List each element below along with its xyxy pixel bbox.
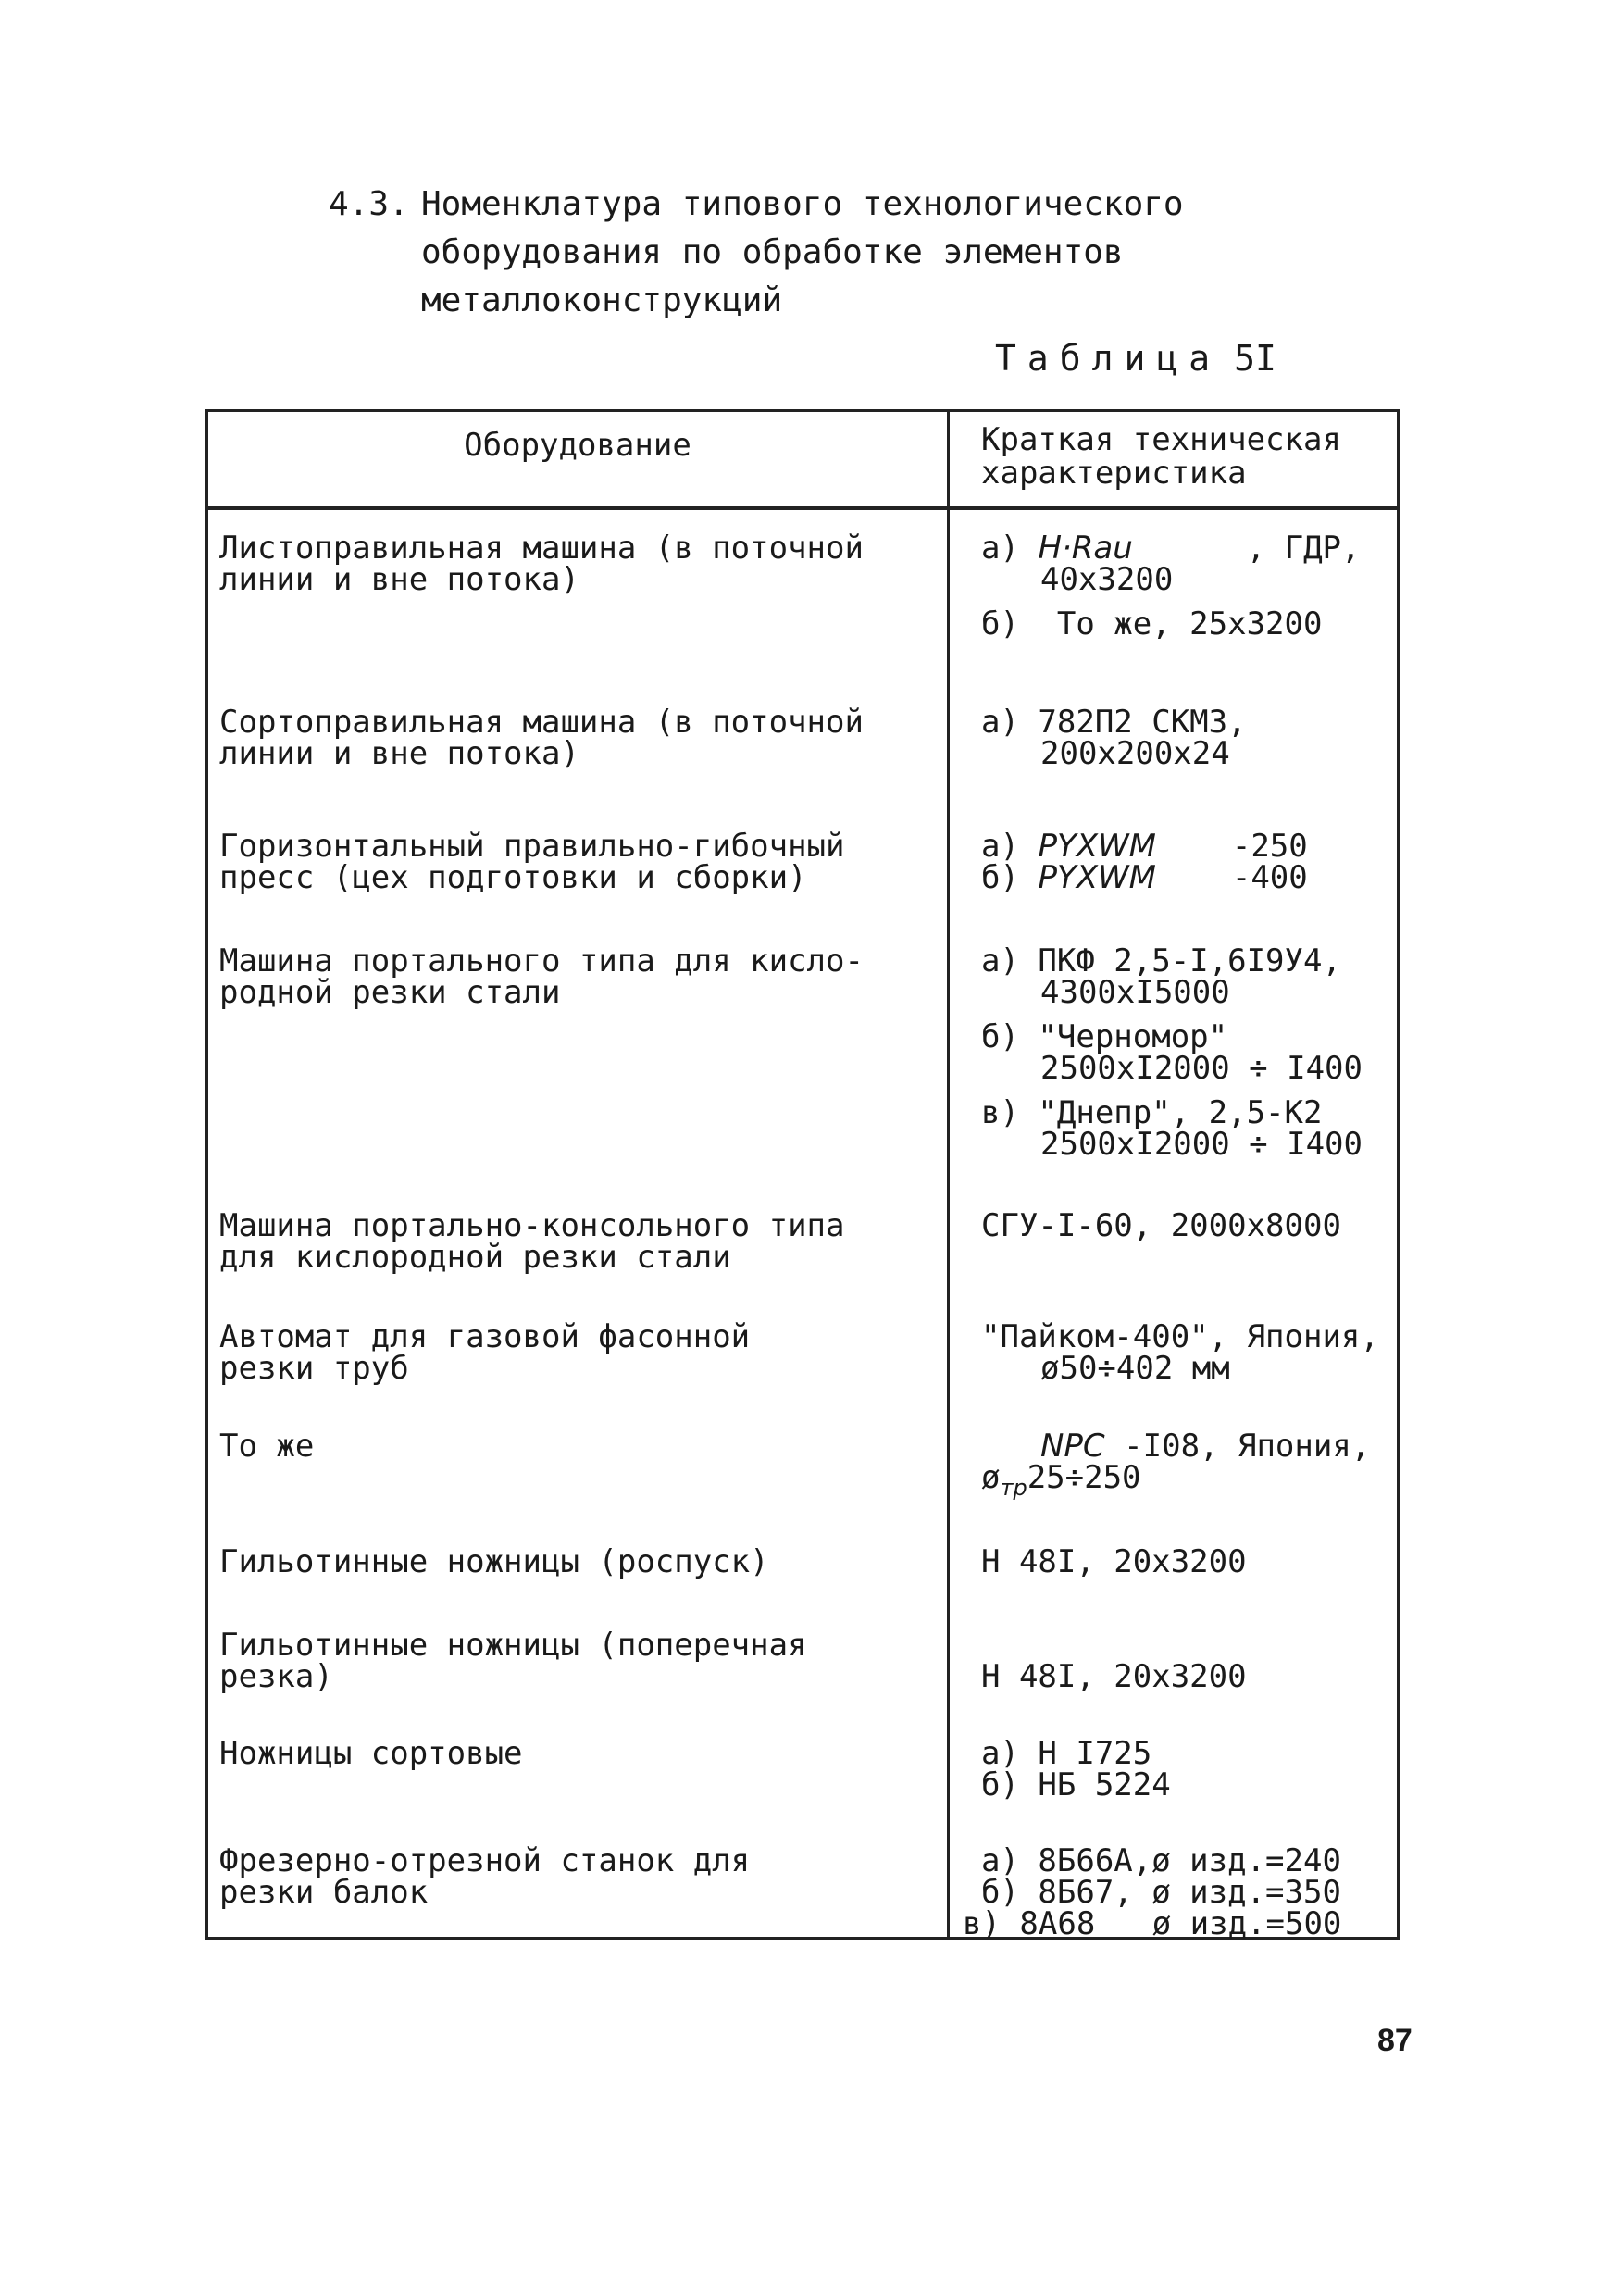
spec-text: б) То же, 25х3200	[981, 605, 1323, 643]
spec-text: в) "Днепр", 2,5-К2	[981, 1094, 1323, 1131]
spec-text: а) Н I725	[981, 1735, 1152, 1772]
spec-cell	[981, 530, 1388, 643]
equipment-line: Гильотинные ножницы (поперечная	[219, 1627, 807, 1664]
equipment-line: Машина портального типа для кисло-	[219, 942, 864, 980]
spec-cell	[981, 1543, 1388, 1580]
equipment-line: линии и вне потока)	[219, 735, 579, 772]
heading-line-3: металлоконструкций	[421, 281, 783, 319]
spec-text: а) 8Б66А,ø изд.=240	[981, 1842, 1341, 1879]
equipment-cell	[219, 1735, 923, 1772]
spec-cell	[981, 1207, 1388, 1244]
heading-line-1: Номенклатура типового технологического	[421, 185, 1184, 223]
spec-text: , ГДР,	[1246, 530, 1361, 567]
spec-text: 40х3200	[1040, 561, 1174, 598]
spec-text: 2500хI2000 ÷ I400	[1040, 1050, 1363, 1087]
equipment-cell	[219, 1627, 923, 1695]
equipment-line: резки труб	[219, 1350, 409, 1387]
spec-text: б) НБ 5224	[981, 1766, 1171, 1803]
equipment-line: Сортоправильная машина (в поточной	[219, 704, 864, 741]
page-number: 87	[1377, 2023, 1413, 2058]
table-label-word: Таблица	[995, 338, 1222, 379]
spec-cell	[981, 1318, 1388, 1387]
spec-text: 4300хI5000	[1040, 974, 1230, 1011]
equipment-line: родной резки стали	[219, 974, 561, 1011]
spec-cell	[981, 942, 1388, 1163]
spec-text: а)	[981, 828, 1019, 865]
spec-cell	[963, 1842, 1370, 1942]
spec-text: тр	[1000, 1474, 1027, 1501]
equipment-cell	[219, 530, 923, 598]
section-heading	[329, 181, 1184, 325]
spec-text: а) 782П2 СКМЗ,	[981, 704, 1247, 741]
spec-text: 25÷250	[1027, 1459, 1141, 1496]
equipment-line: линии и вне потока)	[219, 561, 579, 598]
equipment-line: резки балок	[219, 1874, 429, 1911]
heading-line-2: оборудования по обработке элементов	[421, 233, 1124, 271]
spec-cell	[981, 1735, 1388, 1803]
spec-text: в) 8А68 ø изд.=500	[963, 1905, 1342, 1942]
equipment-line: Ножницы сортовые	[219, 1735, 523, 1772]
equipment-line: резка)	[219, 1658, 333, 1695]
equipment-cell	[219, 942, 923, 1011]
equipment-cell	[219, 1207, 923, 1276]
equipment-line: Листоправильная машина (в поточной	[219, 530, 864, 567]
spec-text: PYXWM	[1038, 828, 1156, 865]
equipment-line: Автомат для газовой фасонной	[219, 1318, 751, 1355]
spec-cell	[981, 828, 1388, 896]
spec-cell	[981, 1658, 1388, 1695]
spec-text: б)	[981, 859, 1019, 896]
spec-text: Н 48I, 20х3200	[981, 1658, 1247, 1695]
column-divider	[947, 412, 950, 1937]
header-spec	[981, 423, 1341, 490]
spec-text: ø	[981, 1459, 1001, 1496]
spec-text: а)	[981, 530, 1019, 567]
equipment-line: пресс (цех подготовки и сборки)	[219, 859, 807, 896]
equipment-line: Машина портально-консольного типа	[219, 1207, 845, 1244]
spec-text: б) 8Б67, ø изд.=350	[981, 1874, 1341, 1911]
header-spec-line-2: характеристика	[981, 455, 1247, 492]
equipment-cell	[219, 1318, 923, 1387]
equipment-line: Горизонтальный правильно-гибочный	[219, 828, 845, 865]
spec-text: "Пайком-400", Япония,	[981, 1318, 1379, 1355]
table-label-number: 5I	[1234, 338, 1276, 379]
equipment-cell	[219, 1842, 923, 1911]
equipment-cell	[219, 704, 923, 772]
section-number: 4.3.	[329, 185, 409, 223]
spec-text: -I08, Япония,	[1124, 1428, 1371, 1465]
header-spec-line-1: Краткая техническая	[981, 421, 1341, 458]
equipment-line: Гильотинные ножницы (роспуск)	[219, 1543, 769, 1580]
spec-text: б) "Черномор"	[981, 1018, 1228, 1055]
equipment-line: для кислородной резки стали	[219, 1239, 731, 1276]
header-rule	[208, 506, 1397, 510]
table-label	[995, 338, 1276, 379]
spec-cell	[981, 704, 1388, 772]
spec-text: а) ПКФ 2,5-I,6I9У4,	[981, 942, 1341, 980]
spec-text: H·Rau	[1038, 530, 1133, 567]
spec-text: СГУ-I-60, 2000х8000	[981, 1207, 1341, 1244]
equipment-cell	[219, 1428, 923, 1465]
spec-text: PYXWM	[1038, 859, 1156, 896]
spec-text: 2500хI2000 ÷ I400	[1040, 1126, 1363, 1163]
equipment-line: Фрезерно-отрезной станок для	[219, 1842, 751, 1879]
spec-text: NPC	[1040, 1428, 1105, 1465]
spec-text: Н 48I, 20х3200	[981, 1543, 1247, 1580]
equipment-line: То же	[219, 1428, 315, 1465]
spec-text: ø50÷402 мм	[1040, 1350, 1230, 1387]
header-equipment: Оборудование	[464, 427, 691, 464]
spec-text: 200х200х24	[1040, 735, 1230, 772]
spec-text: -400	[1231, 859, 1308, 896]
spec-text: -250	[1231, 828, 1308, 865]
equipment-cell	[219, 828, 923, 896]
spec-cell	[981, 1430, 1388, 1504]
equipment-table	[205, 409, 1400, 1940]
equipment-cell	[219, 1543, 923, 1580]
